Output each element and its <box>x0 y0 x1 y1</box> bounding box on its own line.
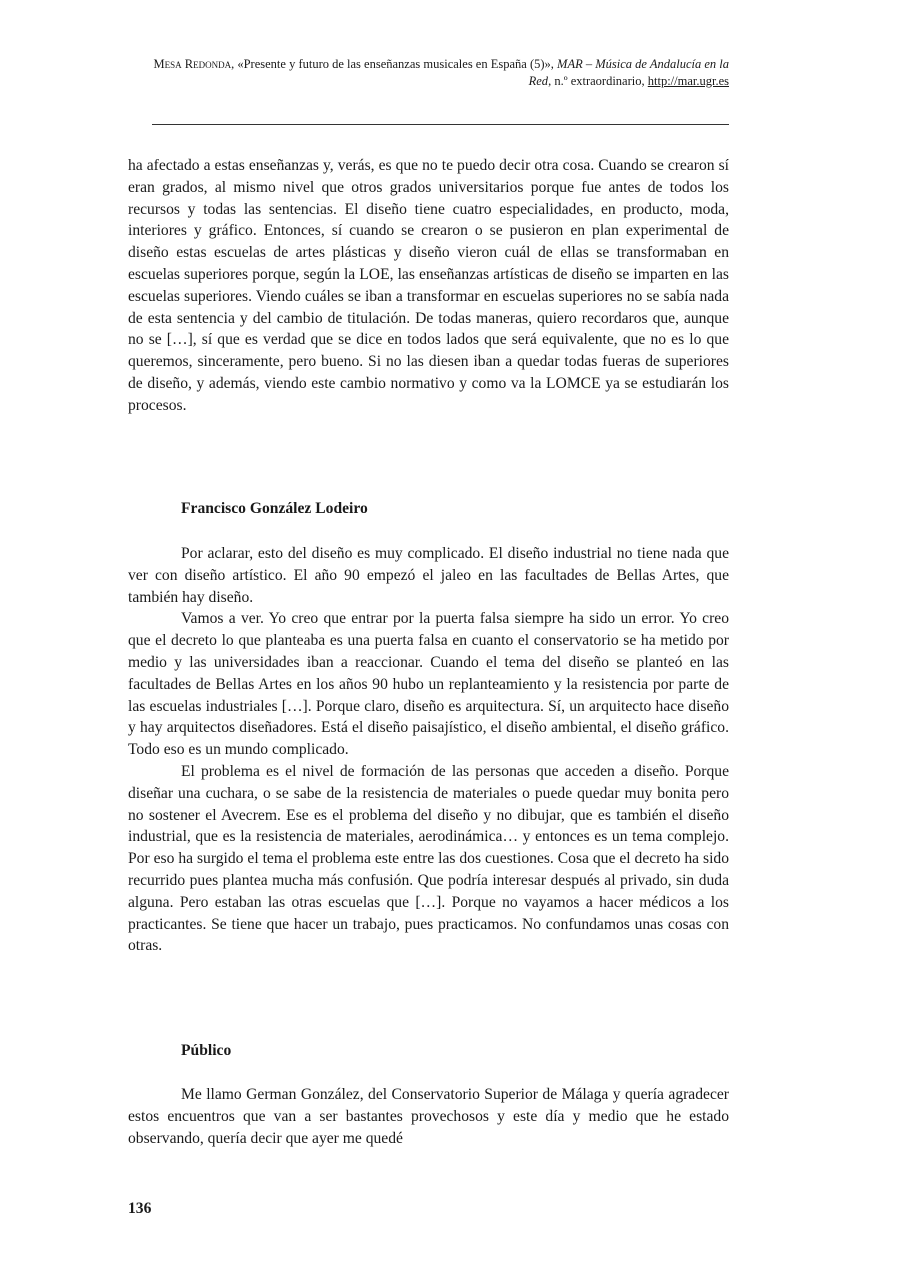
header-article-title: «Presente y futuro de las enseñanzas musicales en España (5)» <box>237 57 551 71</box>
speaker-heading: Público <box>181 1042 232 1059</box>
header-issue: , n.º extraordinario, <box>548 74 648 88</box>
header-divider <box>152 124 729 125</box>
paragraph: ha afectado a estas enseñanzas y, verás, es que no te puedo decir otra cosa. Cuando se crearon sí eran grados, al mismo nivel que otros grados universitarios porque fue antes de todos los recursos y todas las sentencias. El diseño tiene cuatro especialidades, en producto, moda, interiores y gráfico. Entonces, sí cuando se crearon o se pusieron en plan experimental de diseño estas escuelas de artes plásticas y diseño vieron cuál de ellas se transformaban en escuelas superiores porque, según la LOE, las enseñanzas artísticas de diseño se imparten en las escuelas superiores. Viendo cuáles se iban a transformar en escuelas superiores no se sabía nada de esta sentencia y del cambio de titulación. De todas maneras, quiero recordaros que, aunque no se […], sí que es verdad que se dice en todos lados que será equivalente, que no es lo que queremos, sinceramente, pero bueno. Si no las diesen iban a quedar todas fueras de superiores de diseño, y además, viendo este cambio normativo y como va la LOMCE ya se estudiarán los procesos. <box>128 157 729 414</box>
page-number: 136 <box>128 1200 152 1217</box>
header-sep: , <box>231 57 238 71</box>
header-sep2: , <box>550 57 558 71</box>
header-author: Mesa Redonda <box>153 57 232 71</box>
paragraph: Vamos a ver. Yo creo que entrar por la puerta falsa siempre ha sido un error. Yo creo que el decreto lo que planteaba es una puerta falsa en cuanto el conservatorio se ha metido por medio y las universidades iban a reaccionar. Cuando el tema del diseño se planteó en las facultades de Bellas Artes en los años 90 hubo un replanteamiento y la resistencia por parte de las escuelas industriales […]. Porque claro, diseño es arquitectura. Sí, un arquitecto hace diseño y hay arquitectos diseñadores. Está el diseño paisajístico, el diseño ambiental, el diseño gráfico. Todo eso es un mundo complicado. <box>128 610 729 759</box>
section-1 <box>128 155 729 417</box>
paragraph: Me llamo German González, del Conservatorio Superior de Málaga y quería agradecer estos encuentros que van a ser bastantes provechosos y este día y medio que he estado observando, quería decir que ayer me quedé <box>128 1086 729 1147</box>
section-3 <box>128 1084 729 1149</box>
section-2 <box>128 543 729 957</box>
paragraph: Por aclarar, esto del diseño es muy complicado. El diseño industrial no tiene nada que ver con diseño artístico. El año 90 empezó el jaleo en las facultades de Bellas Artes, que también hay diseño. <box>128 545 729 606</box>
paragraph: El problema es el nivel de formación de las personas que acceden a diseño. Porque diseñar una cuchara, o se sabe de la resistencia de materiales o puede quedar muy bonita pero no sostener el Avecrem. Ese es el problema del diseño y no dibujar, que es también el diseño industrial, que es la resistencia de materiales, aerodinámica… y entonces es un tema complejo. Por eso ha surgido el tema el problema este entre las dos cuestiones. Cosa que el decreto ha sido recurrido pues plantea mucha más confusión. Que podría interesar después al privado, sin duda alguna. Pero estaban las otras escuelas que […]. Porque no vayamos a hacer médicos a los practicantes. Se tiene que hacer un trabajo, pues practicamos. No confundamos unas cosas con otras. <box>128 762 729 955</box>
header-journal: MAR – Música de Andalucía en la Red <box>528 57 729 88</box>
speaker-heading: Francisco González Lodeiro <box>181 500 368 517</box>
running-header <box>128 56 729 90</box>
header-url-link[interactable]: http://mar.ugr.es <box>647 74 729 88</box>
